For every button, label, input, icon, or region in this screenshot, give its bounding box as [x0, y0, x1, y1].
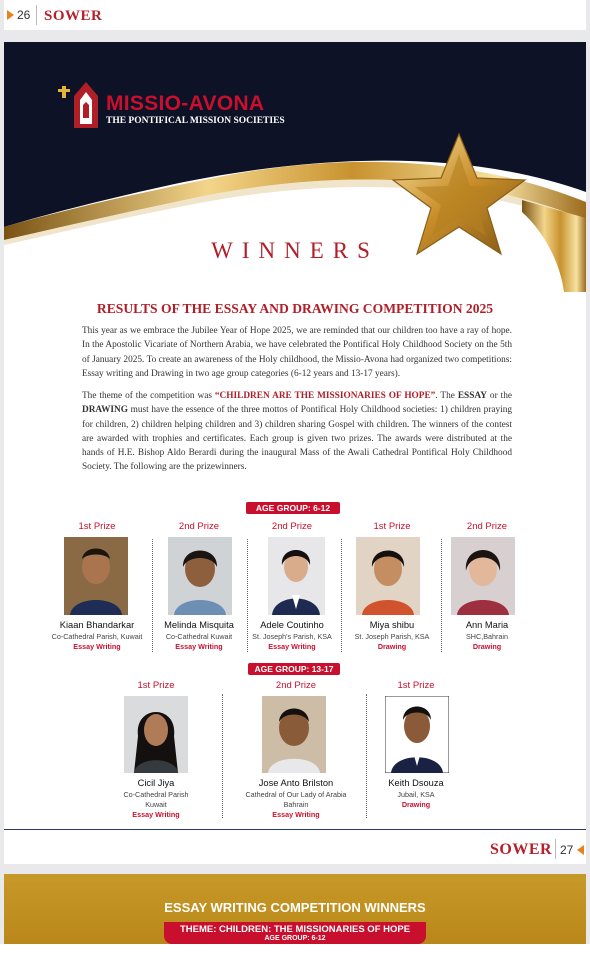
winner-parish: Jubail, KSA: [397, 790, 435, 799]
winner-parish: St. Joseph Parish, KSA: [354, 632, 430, 641]
prize-label: 1st Prize: [78, 521, 116, 532]
footer-rule: [4, 829, 586, 830]
winner-photo: [168, 537, 232, 615]
article-paragraph-1: This year as we embrace the Jubilee Year of Hope 2025, we are reminded that our children too have a ray of hope. In the Apostolic Vicariate of Northern Arabia, we have celebrated the Pontifical Holy Childhood Society on the 5th of January 2025. To create an awareness of the Holy childhood, the Missio-Avona had organized two competitions: Essay writing and Drawing in two age group categories (6-12 years and 13-17 years).: [82, 326, 512, 379]
org-name: MISSIO-AVONA: [106, 92, 265, 115]
article-paragraph-2: The theme of the competition was “CHILDREN ARE THE MISSIONARIES OF HOPE”. The ESSAY or the DRAWING must have the essence of the three mottos of Pontifical Holy Childhood societies: 1) children praying for children, 2) children helping children and 3) children sharing Gospel with children. The winners of the contest are awarded with trophies and certificates. Each group is given two prizes. The awards were distributed at the hands of H.E. Bishop Aldo Berardi during the inaugural Mass of the Awali Cathedral Pontifical Holy Childhood Society. The following are the prizewinners.: [82, 391, 512, 473]
winner-category: Essay Writing: [73, 642, 121, 651]
winner-name: Adele Coutinho: [260, 620, 324, 630]
prize-label: 1st Prize: [137, 680, 175, 691]
winner-parish: Co-Cathedral Kuwait: [165, 632, 233, 641]
next-page-edge: [0, 944, 590, 961]
prize-label: 2nd Prize: [271, 521, 313, 532]
winner-photo: [356, 537, 420, 615]
winner-parish: Kuwait: [145, 800, 167, 809]
magazine-logo: SOWER: [44, 8, 103, 24]
winner-name: Keith Dsouza: [388, 778, 444, 788]
age-group-label: AGE GROUP: 6-12: [264, 935, 326, 942]
winner-category: Essay Writing: [272, 810, 320, 819]
winner-parish: Co-Cathedral Parish, Kuwait: [51, 632, 143, 641]
page-arrow-icon: [7, 10, 14, 20]
winner-parish: SHC,Bahrain: [466, 632, 508, 641]
winner-photo: [268, 537, 325, 615]
divider: [222, 694, 223, 818]
magazine-logo: SOWER: [490, 841, 553, 858]
prize-label: 2nd Prize: [178, 521, 220, 532]
winner-category: Essay Writing: [175, 642, 223, 651]
section-title: ESSAY WRITING COMPETITION WINNERS: [164, 900, 426, 915]
theme-text: THEME: CHILDREN: THE MISSIONARIES OF HOPE: [179, 924, 411, 935]
winners-title: WINNERS: [211, 238, 379, 263]
prize-label: 1st Prize: [397, 680, 435, 691]
winner-category: Drawing: [377, 642, 407, 651]
winner-category: Drawing: [472, 642, 502, 651]
winner-name: Miya shibu: [369, 620, 415, 630]
winner-photo: [385, 696, 449, 773]
winner-name: Melinda Misquita: [164, 620, 234, 630]
winner-name: Cicil Jiya: [137, 778, 175, 788]
prize-label: 2nd Prize: [466, 521, 508, 532]
winner-parish: Co-Cathedral Parish: [123, 790, 189, 799]
winner-photo: [124, 696, 188, 773]
winner-photo: [262, 696, 326, 773]
winner-photo: [64, 537, 128, 615]
winner-category: Essay Writing: [132, 810, 180, 819]
page-arrow-icon: [577, 845, 584, 855]
article-heading: RESULTS OF THE ESSAY AND DRAWING COMPETITION 2025: [96, 301, 494, 316]
winner-name: Kiaan Bhandarkar: [59, 620, 135, 630]
winner-category: Essay Writing: [268, 642, 316, 651]
winner-parish: St. Joseph's Parish, KSA: [252, 632, 332, 641]
divider: [555, 839, 556, 859]
page-number: 27: [560, 843, 574, 857]
org-subtitle: THE PONTIFICAL MISSION SOCIETIES: [106, 116, 285, 126]
winner-category: Drawing: [401, 800, 431, 809]
magazine-page: [4, 42, 586, 864]
age-group-badge: AGE GROUP: 6-12: [246, 502, 340, 514]
winner-parish: Cathedral of Our Lady of Arabia: [245, 790, 347, 799]
winner-parish: Bahrain: [283, 800, 309, 809]
winner-name: Jose Anto Brilston: [258, 778, 334, 788]
prize-label: 2nd Prize: [275, 680, 317, 691]
divider: [36, 5, 37, 25]
winner-name: Ann Maria: [465, 620, 509, 630]
prize-label: 1st Prize: [373, 521, 411, 532]
page-number: 26: [17, 8, 31, 22]
winner-photo: [451, 537, 515, 615]
age-group-badge: AGE GROUP: 13-17: [248, 663, 340, 675]
theme-badge: [164, 922, 426, 944]
top-page-header: [4, 0, 586, 30]
